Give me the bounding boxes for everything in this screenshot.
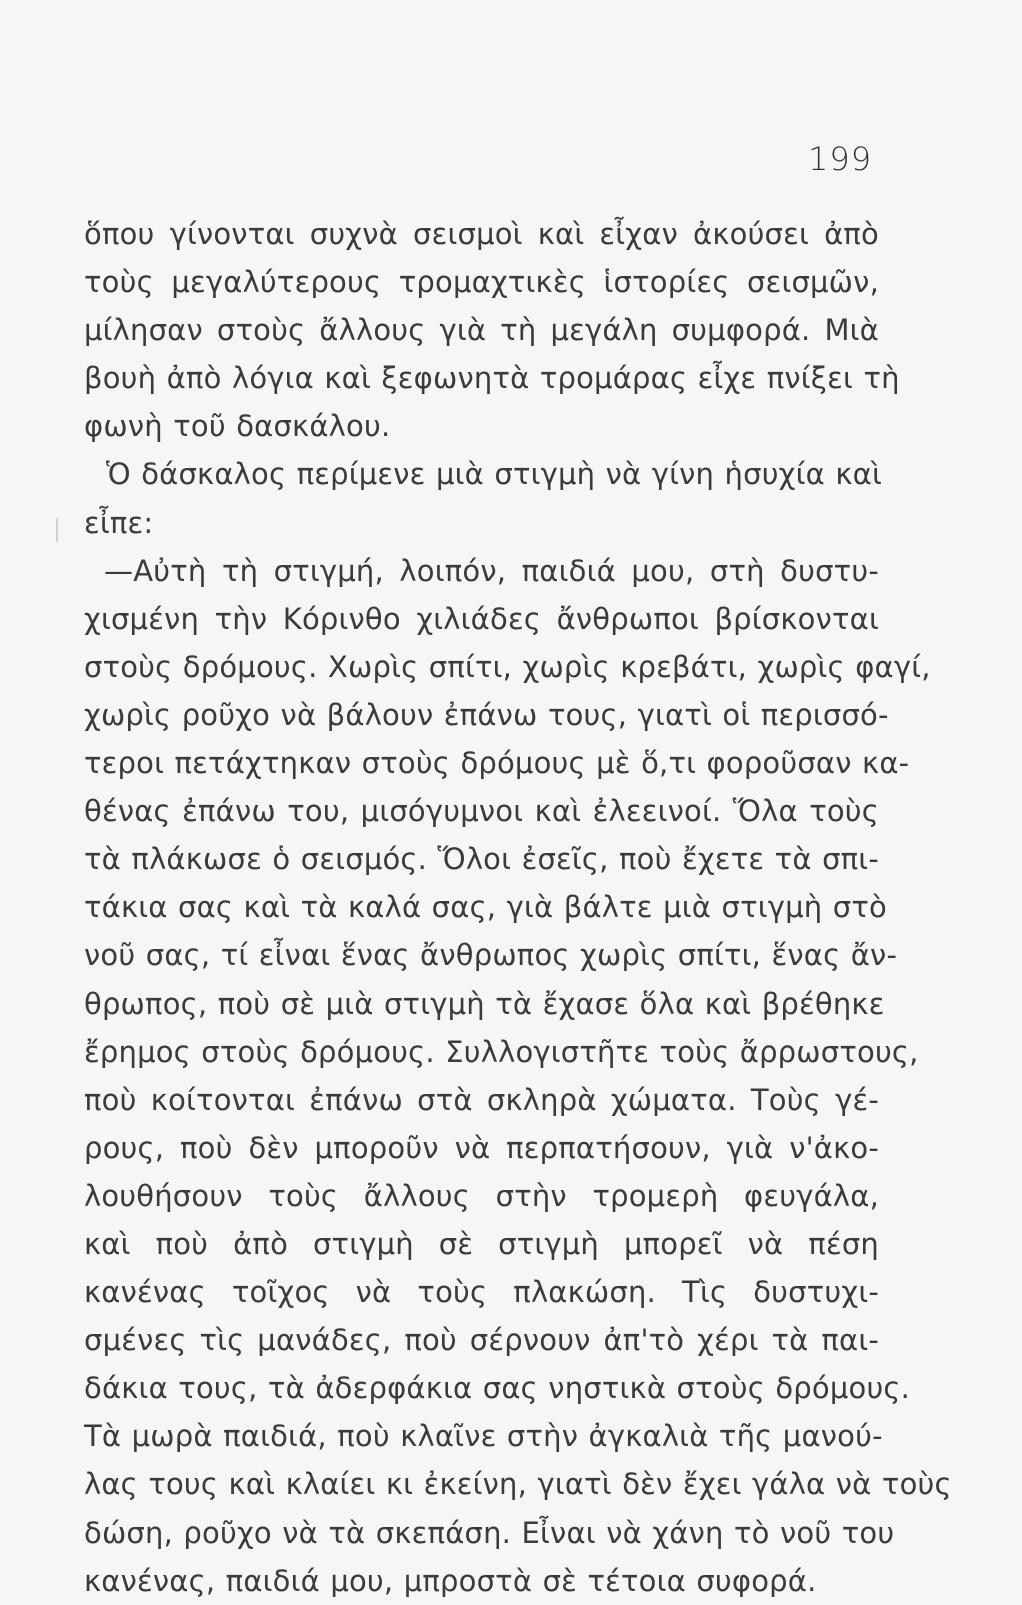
text-line: Ὁ δάσκαλος περίμενε μιὰ στιγμὴ νὰ γίνη ἡσυχία καὶ: [106, 457, 883, 492]
text-line: χισμένη τὴν Κόρινθο χιλιάδες ἄνθρωποι βρίσκονται: [84, 601, 879, 636]
text-line: δάκια τους, τὰ ἀδερφάκια σας νηστικὰ στοὺς δρόμους.: [84, 1371, 911, 1406]
text-line: χωρὶς ροῦχο νὰ βάλουν ἐπάνω τους, γιατὶ οἱ περισσό-: [84, 697, 889, 732]
text-line: λας τους καὶ κλαίει κι ἐκείνη, γιατὶ δὲν ἔχει γάλα νὰ τοὺς: [84, 1467, 952, 1502]
text-line: λουθήσουν τοὺς ἄλλους στὴν τρομερὴ φευγάλα,: [84, 1178, 879, 1213]
text-line: τὰ πλάκωσε ὁ σεισμός. Ὅλοι ἐσεῖς, ποὺ ἔχετε τὰ σπι-: [84, 842, 879, 877]
text-line: ἔρημος στοὺς δρόμους. Συλλογιστῆτε τοὺς ἄρρωστους,: [84, 1034, 919, 1069]
text-line: κανένας, παιδιά μου, μπροστὰ σὲ τέτοια συφορά.: [84, 1563, 817, 1598]
page-number: 199: [808, 140, 873, 178]
text-line: φωνὴ τοῦ δασκάλου.: [84, 409, 391, 444]
text-line: τοὺς μεγαλύτερους τρομαχτικὲς ἱστορίες σεισμῶν,: [84, 265, 879, 300]
text-line: θρωπος, ποὺ σὲ μιὰ στιγμὴ τὰ ἔχασε ὅλα καὶ βρέθηκε: [84, 986, 885, 1021]
text-line: Τὰ μωρὰ παιδιά, ποὺ κλαῖνε στὴν ἀγκαλιὰ τῆς μανού-: [84, 1419, 883, 1454]
body-text: [84, 210, 952, 1605]
text-line: εἶπε:: [84, 505, 154, 540]
margin-mark: [56, 518, 58, 542]
text-line: νοῦ σας, τί εἶναι ἕνας ἄνθρωπος χωρὶς σπίτι, ἕνας ἄν-: [84, 938, 898, 973]
text-line: κανένας τοῖχος νὰ τοὺς πλακώση. Τὶς δυστυχι-: [84, 1275, 879, 1310]
text-line: στοὺς δρόμους. Χωρὶς σπίτι, χωρὶς κρεβάτι, χωρὶς φαγί,: [84, 649, 931, 684]
text-line: ὅπου γίνονται συχνὰ σεισμοὶ καὶ εἶχαν ἀκούσει ἀπὸ: [84, 217, 879, 251]
text-line: τάκια σας καὶ τὰ καλά σας, γιὰ βάλτε μιὰ στιγμὴ στὸ: [84, 890, 887, 925]
text-line: βουὴ ἀπὸ λόγια καὶ ξεφωνητὰ τρομάρας εἶχε πνίξει τὴ: [84, 361, 900, 396]
text-line: ποὺ κοίτονται ἐπάνω στὰ σκληρὰ χώματα. Τοὺς γέ-: [84, 1082, 879, 1117]
text-line: δώση, ροῦχο νὰ τὰ σκεπάση. Εἶναι νὰ χάνη τὸ νοῦ του: [84, 1515, 895, 1550]
text-line: —Αὐτὴ τὴ στιγμή, λοιπόν, παιδιά μου, στὴ δυστυ-: [104, 553, 879, 588]
text-line: σμένες τὶς μανάδες, ποὺ σέρνουν ἀπ'τὸ χέρι τὰ παι-: [84, 1323, 879, 1358]
text-line: θένας ἐπάνω του, μισόγυμνοι καὶ ἐλεεινοί. Ὅλα τοὺς: [84, 794, 879, 829]
text-line: τεροι πετάχτηκαν στοὺς δρόμους μὲ ὅ,τι φοροῦσαν κα-: [84, 746, 910, 781]
text-line: καὶ ποὺ ἀπὸ στιγμὴ σὲ στιγμὴ μπορεῖ νὰ πέση: [84, 1226, 879, 1261]
text-line: μίλησαν στοὺς ἄλλους γιὰ τὴ μεγάλη συμφορά. Μιὰ: [84, 313, 879, 348]
text-line: ρους, ποὺ δὲν μποροῦν νὰ περπατήσουν, γιὰ ν'ἀκο-: [84, 1130, 879, 1165]
